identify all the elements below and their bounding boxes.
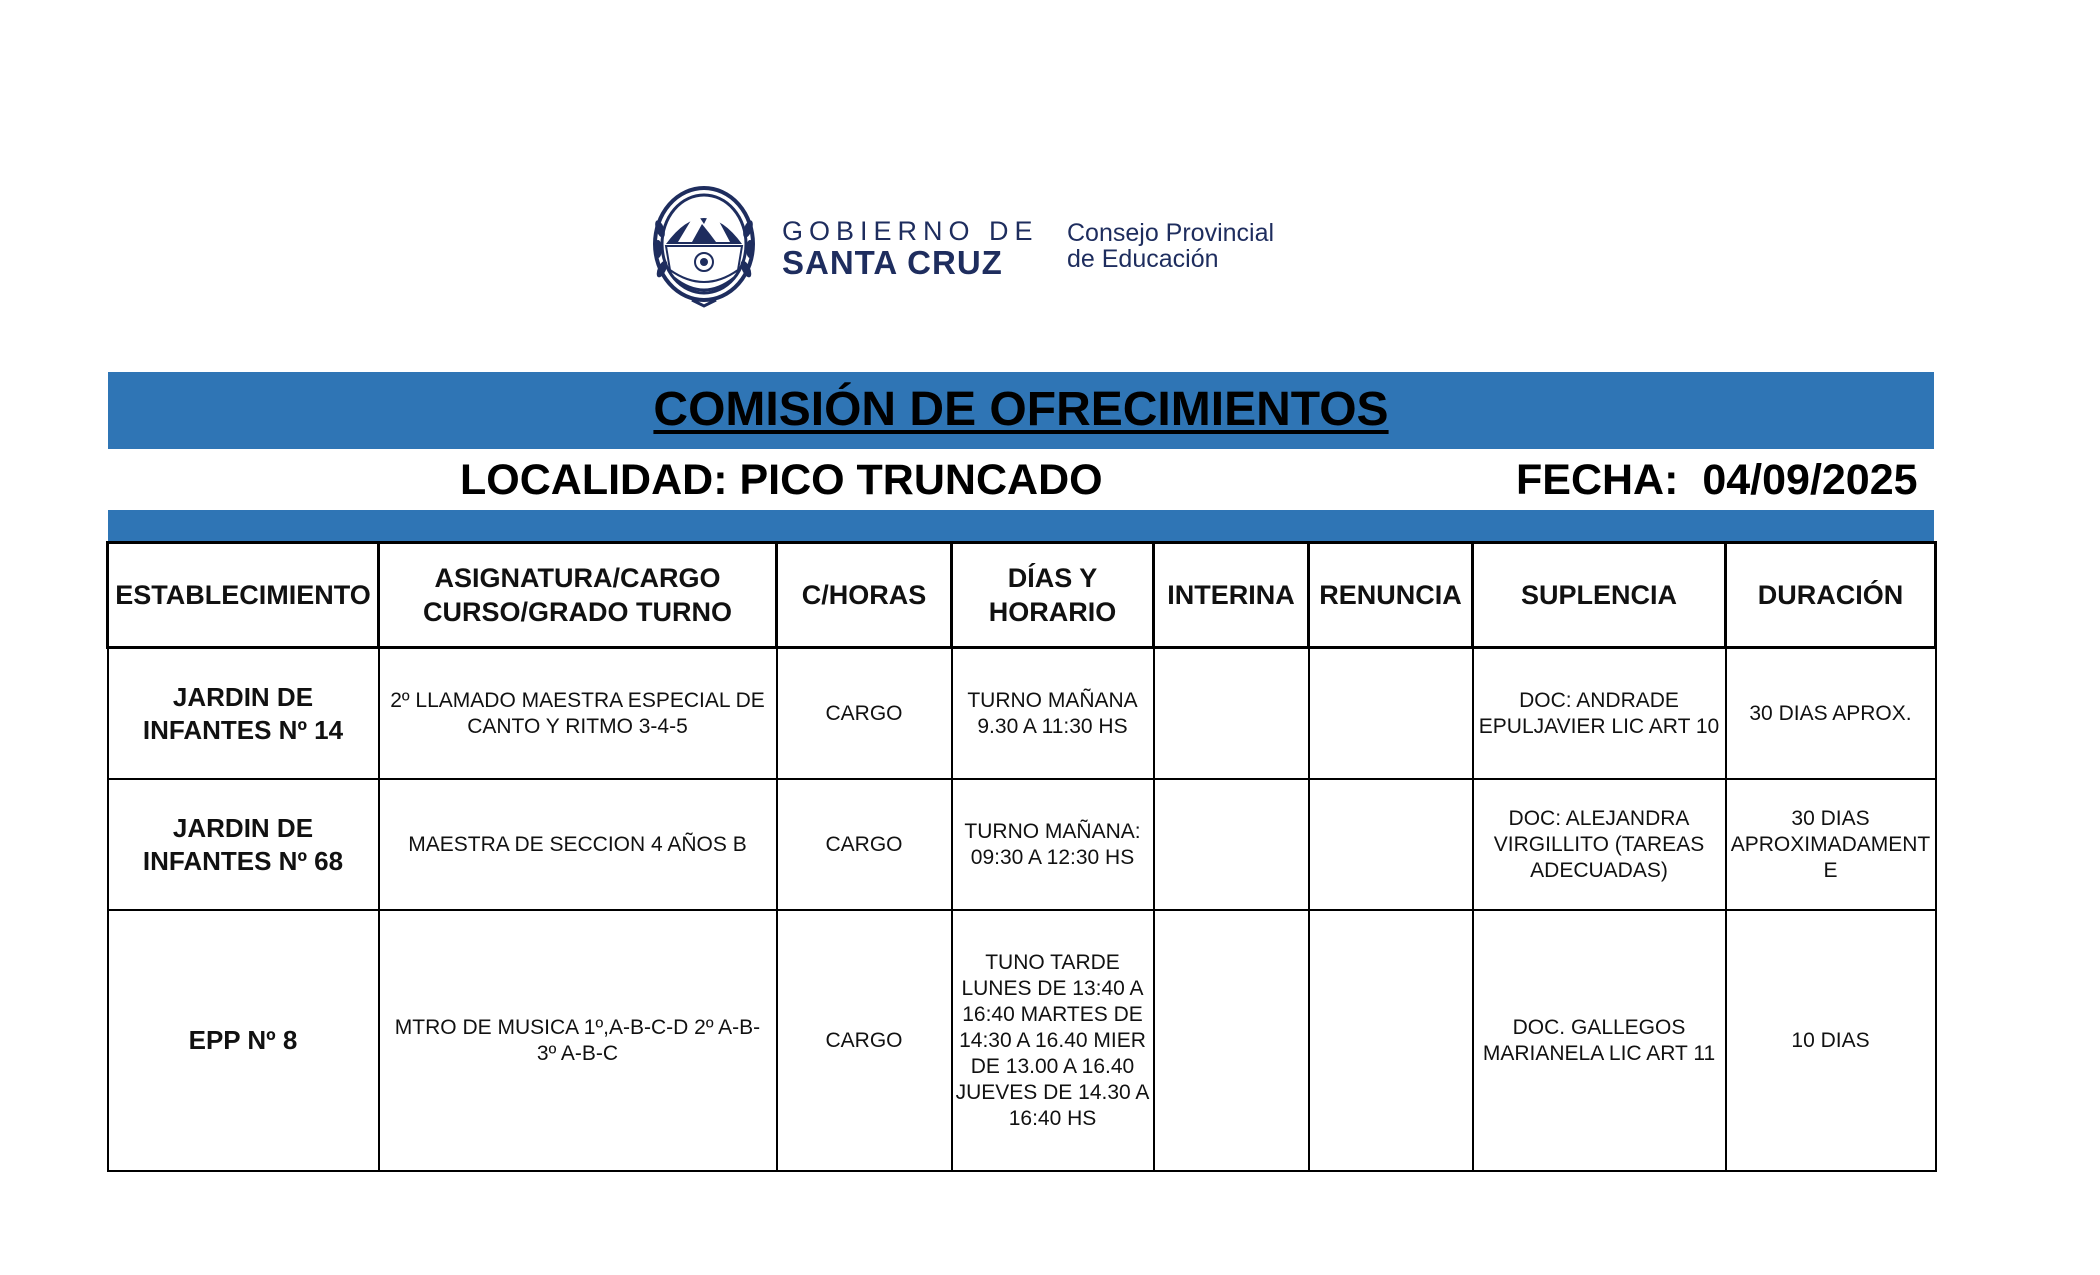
cell-suplencia bbox=[1473, 648, 1726, 780]
cell-establecimiento bbox=[108, 648, 379, 780]
date-label: FECHA: bbox=[1516, 456, 1679, 504]
asig-line-1: MTRO DE MUSICA 1º,A-B-C-D 2º A-B- bbox=[394, 1015, 761, 1039]
separator-band bbox=[108, 510, 1934, 542]
dias-line: LUNES DE 13:40 A bbox=[961, 976, 1144, 1000]
cell-duracion bbox=[1726, 779, 1936, 910]
coat-of-arms-icon bbox=[652, 184, 756, 308]
cell-duracion bbox=[1726, 648, 1936, 780]
council-name bbox=[1067, 220, 1274, 272]
dias-line: DE 13.00 A 16.40 bbox=[970, 1054, 1135, 1078]
dias-line: 9.30 A 11:30 HS bbox=[977, 714, 1128, 738]
suplencia-line: MARIANELA LIC ART 11 bbox=[1482, 1041, 1716, 1065]
suplencia-line: DOC. GALLEGOS bbox=[1512, 1015, 1686, 1039]
header-dias-line-1: DÍAS Y bbox=[1007, 563, 1098, 593]
asig-line-1: MAESTRA DE SECCION 4 AÑOS B bbox=[408, 832, 747, 856]
dias-line: TURNO MAÑANA bbox=[967, 688, 1138, 712]
suplencia-line: EPULJAVIER LIC ART 10 bbox=[1478, 714, 1720, 738]
header-duracion: DURACIÓN bbox=[1726, 543, 1936, 648]
table-row bbox=[108, 648, 1936, 780]
cell-renuncia bbox=[1309, 910, 1473, 1171]
dias-line: 14:30 A 16.40 MIER bbox=[959, 1028, 1146, 1052]
cell-renuncia bbox=[1309, 648, 1473, 780]
suplencia-line: ADECUADAS) bbox=[1530, 858, 1668, 882]
cell-asignatura bbox=[379, 910, 777, 1171]
government-name bbox=[782, 216, 1039, 280]
cell-asignatura bbox=[379, 648, 777, 780]
est-line-2: INFANTES Nº 14 bbox=[142, 714, 344, 745]
asig-line-2: 3º A-B-C bbox=[536, 1041, 619, 1065]
duracion-line: 30 DIAS APROX. bbox=[1749, 701, 1912, 725]
page-title: COMISIÓN DE OFRECIMIENTOS bbox=[653, 383, 1389, 436]
suplencia-line: DOC: ANDRADE bbox=[1519, 688, 1679, 712]
header-asignatura bbox=[379, 543, 777, 648]
cell-renuncia bbox=[1309, 779, 1473, 910]
duracion-line: 10 DIAS bbox=[1791, 1028, 1870, 1052]
cell-duracion bbox=[1726, 910, 1936, 1171]
cell-choras: CARGO bbox=[777, 779, 952, 910]
cell-suplencia bbox=[1473, 779, 1726, 910]
dias-line: TURNO MAÑANA: bbox=[964, 819, 1141, 843]
dias-line: 09:30 A 12:30 HS bbox=[970, 845, 1135, 869]
suplencia-line: DOC: ALEJANDRA bbox=[1508, 806, 1690, 830]
offers-table bbox=[106, 541, 1937, 1172]
cell-asignatura bbox=[379, 779, 777, 910]
cell-suplencia bbox=[1473, 910, 1726, 1171]
locality-label: LOCALIDAD: PICO TRUNCADO bbox=[460, 456, 1103, 504]
government-line-2: SANTA CRUZ bbox=[782, 244, 1003, 281]
title-band bbox=[108, 372, 1934, 449]
cell-dias-horario bbox=[952, 648, 1154, 780]
cell-choras: CARGO bbox=[777, 648, 952, 780]
header-logo-block bbox=[652, 184, 1312, 308]
header-establecimiento: ESTABLECIMIENTO bbox=[108, 543, 379, 648]
est-line-2: INFANTES Nº 68 bbox=[142, 845, 344, 876]
table-row bbox=[108, 910, 1936, 1171]
cell-interina bbox=[1154, 648, 1309, 780]
cell-choras: CARGO bbox=[777, 910, 952, 1171]
cell-interina bbox=[1154, 910, 1309, 1171]
dias-line: 16:40 MARTES DE bbox=[962, 1002, 1143, 1026]
header-asignatura-line-1: ASIGNATURA/CARGO bbox=[434, 563, 721, 593]
duracion-line: E bbox=[1823, 858, 1838, 882]
dias-line: TUNO TARDE bbox=[985, 950, 1120, 974]
header-renuncia: RENUNCIA bbox=[1309, 543, 1473, 648]
cell-dias-horario bbox=[952, 910, 1154, 1171]
cell-interina bbox=[1154, 779, 1309, 910]
est-line-1: JARDIN DE bbox=[172, 812, 314, 843]
header-dias-line-2: HORARIO bbox=[988, 597, 1117, 627]
header-dias-horario bbox=[952, 543, 1154, 648]
header-asignatura-line-2: CURSO/GRADO TURNO bbox=[423, 597, 732, 627]
dias-line: 16:40 HS bbox=[1008, 1106, 1097, 1130]
duracion-line: APROXIMADAMENT bbox=[1730, 832, 1931, 856]
cell-dias-horario bbox=[952, 779, 1154, 910]
government-line-1: GOBIERNO DE bbox=[782, 216, 1039, 246]
asig-line-1: 2º LLAMADO MAESTRA ESPECIAL DE bbox=[390, 688, 765, 712]
header-choras: C/HORAS bbox=[777, 543, 952, 648]
table-header-row bbox=[108, 543, 1936, 648]
table-row bbox=[108, 779, 1936, 910]
date-value: 04/09/2025 bbox=[1702, 456, 1918, 504]
duracion-line: 30 DIAS bbox=[1791, 806, 1870, 830]
est-line-1: EPP Nº 8 bbox=[188, 1025, 298, 1055]
est-line-1: JARDIN DE bbox=[172, 681, 314, 712]
header-interina: INTERINA bbox=[1154, 543, 1309, 648]
council-line-2: de Educación bbox=[1067, 245, 1219, 273]
date-row bbox=[1516, 455, 1918, 505]
cell-establecimiento bbox=[108, 910, 379, 1171]
header-suplencia: SUPLENCIA bbox=[1473, 543, 1726, 648]
dias-line: JUEVES DE 14.30 A bbox=[955, 1080, 1150, 1104]
council-line-1: Consejo Provincial bbox=[1067, 219, 1275, 247]
asig-line-2: CANTO Y RITMO 3-4-5 bbox=[467, 714, 688, 738]
cell-establecimiento bbox=[108, 779, 379, 910]
suplencia-line: VIRGILLITO (TAREAS bbox=[1493, 832, 1705, 856]
